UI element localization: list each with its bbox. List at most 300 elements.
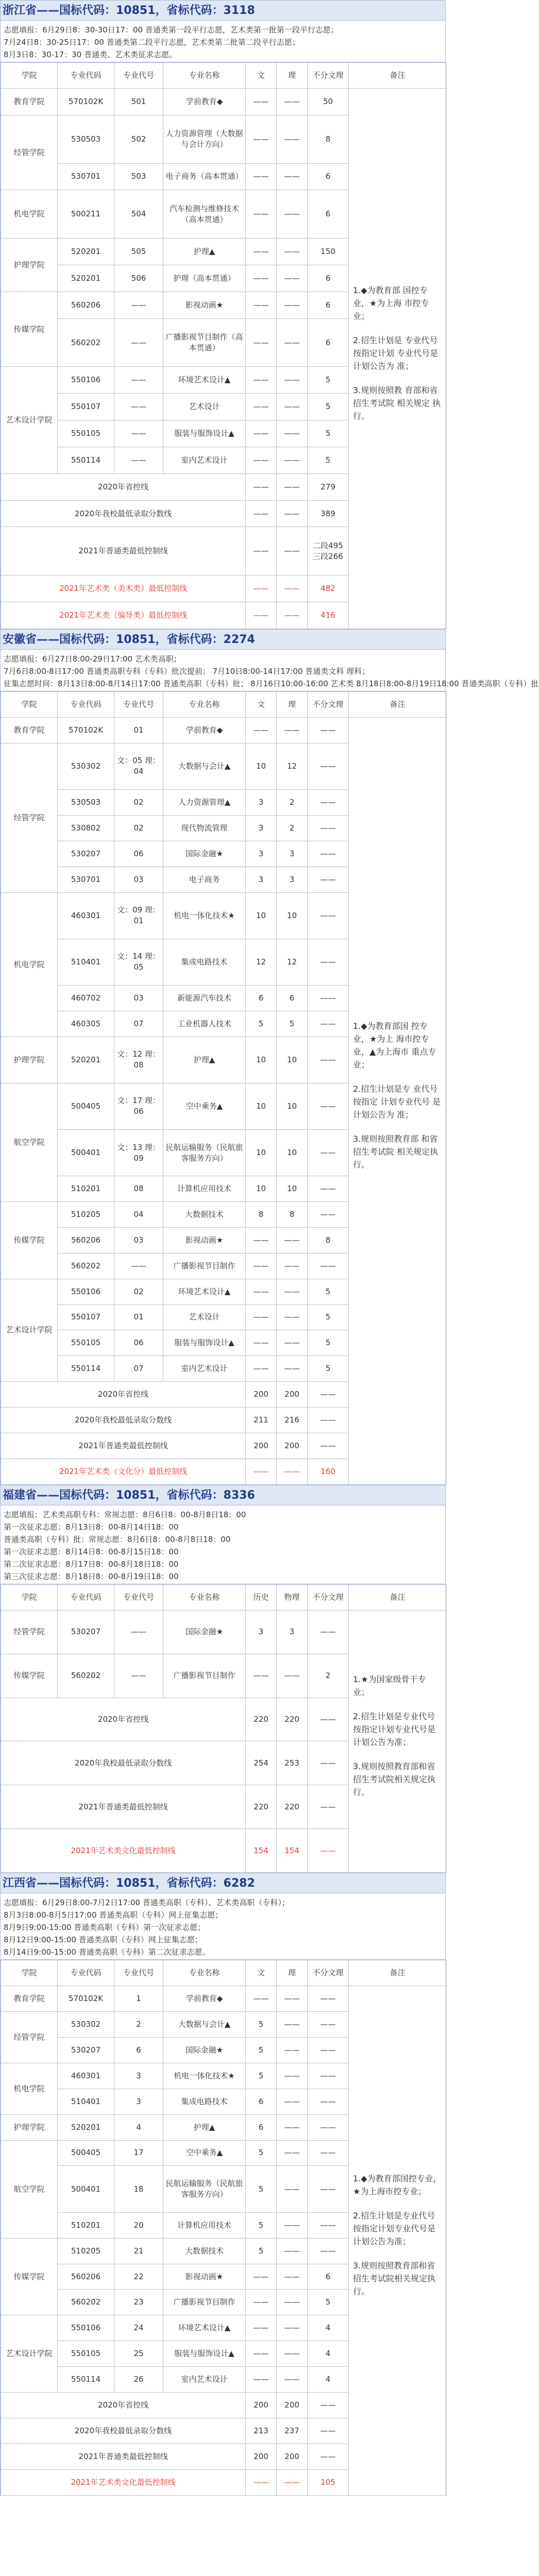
stats-label-cell: 2021年普通类最低控制线	[1, 1785, 246, 1829]
major-code-cell: 500401	[58, 2166, 114, 2212]
jiangxi-note: 8月14日9:00-15:00 普通类高职（专科）第二次征求志愿。	[4, 1947, 210, 1957]
quota-cell: 6	[308, 265, 349, 292]
major-code-cell: 530701	[58, 867, 114, 892]
stats-label-cell: 2020年省控线	[1, 1382, 246, 1408]
quota-cell: ——	[246, 2315, 277, 2341]
quota-cell: 5	[277, 1011, 308, 1037]
quota-cell: ——	[277, 1253, 308, 1279]
column-header: 专业代号	[114, 692, 163, 718]
major-code-cell: 460702	[58, 985, 114, 1011]
major-number-cell: 504	[114, 190, 163, 239]
stats-value-cell: 389	[308, 500, 349, 527]
stats-value-cell: 253	[277, 1741, 308, 1785]
quota-cell: ——	[246, 318, 277, 367]
anhui-table	[1, 691, 447, 1485]
quota-cell: 3	[277, 1611, 308, 1654]
major-number-cell: 文：12 理：08	[114, 1037, 163, 1083]
major-code-cell: 530503	[58, 115, 114, 163]
major-number-cell: 文：09 理：01	[114, 892, 163, 939]
quota-cell: 6	[308, 292, 349, 318]
college-cell: 传媒学院	[1, 2238, 58, 2315]
quota-cell: ——	[277, 115, 308, 163]
major-name-cell: 护理（高本贯通）	[163, 265, 246, 292]
major-number-cell: 文：05 理：04	[114, 743, 163, 789]
quota-cell: 3	[246, 1611, 277, 1654]
stats-value-cell: 200	[277, 2444, 308, 2470]
major-code-cell: 460301	[58, 2063, 114, 2089]
college-cell: 经管学院	[1, 115, 58, 190]
quota-cell: ——	[308, 2011, 349, 2037]
quota-cell: ——	[277, 2063, 308, 2089]
college-cell: 教育学院	[1, 1986, 58, 2012]
college-cell: 经管学院	[1, 743, 58, 892]
quota-cell: 10	[246, 892, 277, 939]
stats-value-cell: 482	[308, 575, 349, 602]
column-header: 理	[277, 692, 308, 718]
major-number-cell: 06	[114, 1330, 163, 1356]
column-header: 备注	[349, 1585, 447, 1611]
quota-cell: ——	[308, 939, 349, 985]
major-number-cell: 506	[114, 265, 163, 292]
major-code-cell: 560202	[58, 2290, 114, 2315]
major-code-cell: 550106	[58, 367, 114, 394]
quota-cell: ——	[246, 2264, 277, 2290]
major-number-cell: 501	[114, 89, 163, 115]
college-cell: 机电学院	[1, 190, 58, 239]
stats-value-cell: 105	[308, 2469, 349, 2495]
quota-cell: ——	[277, 190, 308, 239]
major-code-cell: 520201	[58, 1037, 114, 1083]
major-code-cell: 520201	[58, 2114, 114, 2140]
quota-cell: ——	[277, 2114, 308, 2140]
major-code-cell: 550105	[58, 2341, 114, 2367]
college-cell: 教育学院	[1, 89, 58, 115]
quota-cell: ——	[277, 2037, 308, 2063]
quota-cell: ——	[308, 2238, 349, 2264]
stats-label-cell: 2020年省控线	[1, 1698, 246, 1741]
major-number-cell: 22	[114, 2264, 163, 2290]
stats-label-cell: 2021年普通类最低控制线	[1, 527, 246, 575]
major-code-cell: 500401	[58, 1129, 114, 1176]
major-name-cell: 人力资源管理▲	[163, 790, 246, 816]
quota-cell: 2	[308, 1654, 349, 1698]
stats-label-cell: 2021年普通类最低控制线	[1, 1433, 246, 1459]
quota-cell: ——	[308, 1986, 349, 2012]
major-number-cell: ——	[114, 292, 163, 318]
major-number-cell: ——	[114, 394, 163, 420]
major-number-cell: 02	[114, 1279, 163, 1304]
quota-cell: ——	[246, 1356, 277, 1382]
quota-cell: 10	[246, 1129, 277, 1176]
quota-cell: ——	[277, 163, 308, 190]
quota-cell: 150	[308, 239, 349, 265]
stats-value-cell: ——	[308, 2444, 349, 2470]
fujian-note: 普通类高职（专科）批：常规志愿：8月6日8：00-8月8日18：00	[4, 1535, 231, 1544]
quota-cell: ——	[277, 1356, 308, 1382]
college-cell: 传媒学院	[1, 1202, 58, 1279]
major-number-cell: 3	[114, 2063, 163, 2089]
major-number-cell: 2	[114, 2011, 163, 2037]
major-number-cell: 01	[114, 718, 163, 743]
college-cell: 艺术设计学院	[1, 367, 58, 473]
major-number-cell: 502	[114, 115, 163, 163]
quota-cell: 6	[308, 318, 349, 367]
major-name-cell: 国际金融★	[163, 841, 246, 867]
major-code-cell: 530207	[58, 841, 114, 867]
quota-cell: ——	[308, 743, 349, 789]
major-name-cell: 国际金融★	[163, 2037, 246, 2063]
major-number-cell: 25	[114, 2341, 163, 2367]
major-name-cell: 国际金融★	[163, 1611, 246, 1654]
quota-cell: ——	[277, 718, 308, 743]
quota-cell: 5	[308, 420, 349, 447]
quota-cell: ——	[308, 892, 349, 939]
quota-cell: ——	[308, 1611, 349, 1654]
quota-cell: 3	[246, 867, 277, 892]
major-number-cell: 08	[114, 1176, 163, 1202]
major-code-cell: 520201	[58, 239, 114, 265]
anhui-note: 7月6日8:00-8日17:00 普通类高职专科（专科）批次提前； 7月10日8:00-14日17:00 普通类文科 理科；	[4, 667, 370, 676]
college-cell: 机电学院	[1, 2063, 58, 2114]
quota-cell: ——	[308, 2089, 349, 2114]
stats-value-cell: 216	[277, 1408, 308, 1433]
quota-cell: 5	[246, 2212, 277, 2238]
table-row	[1, 718, 447, 743]
major-number-cell: 文：14 理：05	[114, 939, 163, 985]
quota-cell: ——	[277, 89, 308, 115]
quota-cell: 2	[277, 815, 308, 841]
major-number-cell: 07	[114, 1011, 163, 1037]
stats-value-cell: 154	[277, 1829, 308, 1873]
stats-value-cell: 200	[277, 1382, 308, 1408]
quota-cell: ——	[277, 1654, 308, 1698]
stats-value-cell: ——	[246, 500, 277, 527]
column-header: 学院	[1, 692, 58, 718]
quota-cell: ——	[277, 2212, 308, 2238]
remark-text: 2.招生计划是专业代号按指定计划专业代号是计划公告为准；	[353, 1711, 436, 1747]
table-header-row	[1, 692, 447, 718]
major-name-cell: 计算机应用技术	[163, 1176, 246, 1202]
quota-cell: ——	[246, 420, 277, 447]
column-header: 文	[246, 1960, 277, 1986]
quota-cell: 6	[308, 190, 349, 239]
stats-label-cell: 2020年省控线	[1, 2393, 246, 2418]
major-name-cell: 艺术设计	[163, 394, 246, 420]
major-code-cell: 570102K	[58, 1986, 114, 2012]
quota-cell: 6	[308, 163, 349, 190]
major-code-cell: 550105	[58, 1330, 114, 1356]
major-code-cell: 530302	[58, 2011, 114, 2037]
stats-value-cell: ——	[308, 1698, 349, 1741]
major-code-cell: 520201	[58, 265, 114, 292]
college-cell: 经管学院	[1, 2011, 58, 2063]
major-code-cell: 560206	[58, 1227, 114, 1253]
stats-label-cell: 2021年艺术类（文化分）最低控制线	[1, 1459, 246, 1484]
quota-cell: 10	[277, 1176, 308, 1202]
stats-value-cell: ——	[246, 602, 277, 629]
stats-value-cell: 200	[246, 1433, 277, 1459]
quota-cell: ——	[308, 2114, 349, 2140]
quota-cell: 8	[308, 1227, 349, 1253]
quota-cell: 6	[246, 985, 277, 1011]
major-name-cell: 护理▲	[163, 1037, 246, 1083]
quota-cell: ——	[277, 1304, 308, 1330]
stats-value-cell: ——	[308, 1785, 349, 1829]
quota-cell: ——	[308, 1129, 349, 1176]
quota-cell: ——	[246, 1986, 277, 2012]
college-cell: 护理学院	[1, 1037, 58, 1083]
stats-label-cell: 2021年艺术类文化最低控制线	[1, 2469, 246, 2495]
major-code-cell: 530207	[58, 2037, 114, 2063]
major-number-cell: 06	[114, 841, 163, 867]
major-number-cell: 6	[114, 2037, 163, 2063]
quota-cell: 5	[246, 2166, 277, 2212]
major-name-cell: 空中乘务▲	[163, 1083, 246, 1129]
stats-value-cell: ——	[246, 575, 277, 602]
column-header: 专业名称	[163, 692, 246, 718]
quota-cell: ——	[246, 1304, 277, 1330]
stats-value-cell: 二段495 三段266	[308, 527, 349, 575]
quota-cell: ——	[308, 2166, 349, 2212]
column-header: 备注	[349, 692, 447, 718]
quota-cell: ——	[246, 2290, 277, 2315]
quota-cell: 8	[277, 1202, 308, 1228]
stats-value-cell: 200	[246, 2444, 277, 2470]
column-header: 备注	[349, 63, 447, 89]
column-header: 不分文理	[308, 63, 349, 89]
major-name-cell: 影视动画★	[163, 1227, 246, 1253]
stats-value-cell: 200	[277, 2393, 308, 2418]
quota-cell: 10	[277, 1083, 308, 1129]
table-header-row	[1, 63, 447, 89]
quota-cell: ——	[246, 718, 277, 743]
major-number-cell: 24	[114, 2315, 163, 2341]
stats-value-cell: ——	[277, 2469, 308, 2495]
major-number-cell: 23	[114, 2290, 163, 2315]
quota-cell: ——	[246, 2367, 277, 2393]
major-number-cell: 17	[114, 2140, 163, 2166]
remarks-cell	[349, 1986, 447, 2496]
major-number-cell: 02	[114, 815, 163, 841]
column-header: 备注	[349, 1960, 447, 1986]
quota-cell: ——	[246, 292, 277, 318]
major-number-cell: 04	[114, 1202, 163, 1228]
quota-cell: 12	[277, 743, 308, 789]
quota-cell: ——	[246, 1330, 277, 1356]
zhejiang-notes	[1, 21, 445, 62]
quota-cell: 5	[308, 2290, 349, 2315]
jiangxi-note: 8月3日8:00-8月5日17:00 普通类高职（专科）网上征集志愿；	[4, 1910, 223, 1920]
jiangxi-section	[0, 1873, 446, 2496]
major-number-cell: ——	[114, 1654, 163, 1698]
major-name-cell: 护理▲	[163, 239, 246, 265]
quota-cell: ——	[308, 1011, 349, 1037]
major-name-cell: 影视动画★	[163, 292, 246, 318]
major-code-cell: 530302	[58, 743, 114, 789]
quota-cell: 12	[277, 939, 308, 985]
zhejiang-note: 志愿填报：6月29日8：30-30日17：00 普通类第一段平行志愿，艺术类第一批第一段平行志愿；	[4, 25, 339, 35]
stats-label-cell: 2020年我校最低录取分数线	[1, 1741, 246, 1785]
stats-label-cell: 2021年普通类最低控制线	[1, 2444, 246, 2470]
stats-value-cell: 200	[246, 2393, 277, 2418]
college-cell: 航空学院	[1, 1083, 58, 1201]
major-number-cell: 20	[114, 2212, 163, 2238]
fujian-note: 第一次征求志愿：8月13日8：00-8月14日18：00	[4, 1522, 179, 1532]
quota-cell: ——	[308, 1083, 349, 1129]
quota-cell: 5	[308, 1356, 349, 1382]
major-name-cell: 集成电路技术	[163, 2089, 246, 2114]
jiangxi-table	[1, 1960, 447, 2496]
jiangxi-title: 江西省——国标代码：10851，省标代码：6282	[1, 1873, 445, 1893]
major-name-cell: 学前教育◆	[163, 89, 246, 115]
major-name-cell: 服装与服饰设计▲	[163, 420, 246, 447]
major-name-cell: 大数据与会计▲	[163, 743, 246, 789]
major-number-cell: 21	[114, 2238, 163, 2264]
quota-cell: ——	[246, 367, 277, 394]
column-header: 历史	[246, 1585, 277, 1611]
stats-value-cell: ——	[277, 473, 308, 500]
major-name-cell: 广播影视节目制作	[163, 1253, 246, 1279]
quota-cell: ——	[308, 1253, 349, 1279]
table-row	[1, 1986, 447, 2012]
quota-cell: ——	[246, 239, 277, 265]
major-name-cell: 新能源汽车技术	[163, 985, 246, 1011]
remark-text: 3.规则按照教 育部和省 招生考试院 相关规定 执行。	[353, 385, 441, 421]
major-name-cell: 广播影视节目制作	[163, 2290, 246, 2315]
major-name-cell: 学前教育◆	[163, 718, 246, 743]
column-header: 学院	[1, 1585, 58, 1611]
major-code-cell: 530701	[58, 163, 114, 190]
major-code-cell: 500405	[58, 1083, 114, 1129]
stats-label-cell: 2021年艺术类文化最低控制线	[1, 1829, 246, 1873]
college-cell: 经管学院	[1, 1611, 58, 1654]
major-number-cell: 01	[114, 1304, 163, 1330]
quota-cell: 2	[277, 790, 308, 816]
remark-text: 1.◆为教育部 国控专业，★为上海 市控专业；	[353, 285, 429, 321]
remark-text: 3.规则按照教育部和省招生考试院相关规定执行。	[353, 2261, 436, 2296]
college-cell: 机电学院	[1, 892, 58, 1037]
stats-value-cell: 220	[246, 1785, 277, 1829]
college-cell: 教育学院	[1, 718, 58, 743]
quota-cell: 5	[308, 1304, 349, 1330]
major-name-cell: 集成电路技术	[163, 939, 246, 985]
stats-label-cell: 2021年艺术类（编导类）最低控制线	[1, 602, 246, 629]
quota-cell: 10	[277, 892, 308, 939]
quota-cell: ——	[277, 2238, 308, 2264]
stats-value-cell: ——	[246, 1459, 277, 1484]
quota-cell: ——	[277, 239, 308, 265]
quota-cell: ——	[246, 89, 277, 115]
stats-value-cell: ——	[277, 527, 308, 575]
major-name-cell: 大数据技术	[163, 2238, 246, 2264]
zhejiang-note: 8月3日8：30-17：30 普通类、艺术类征求志愿。	[4, 50, 177, 59]
quota-cell: ——	[246, 163, 277, 190]
major-name-cell: 学前教育◆	[163, 1986, 246, 2012]
quota-cell: 3	[246, 790, 277, 816]
stats-value-cell: 220	[277, 1785, 308, 1829]
stats-value-cell: 160	[308, 1459, 349, 1484]
quota-cell: ——	[308, 1176, 349, 1202]
major-name-cell: 机电一体化技术★	[163, 2063, 246, 2089]
fujian-notes	[1, 1505, 445, 1584]
major-name-cell: 电子商务	[163, 867, 246, 892]
quota-cell: ——	[277, 367, 308, 394]
quota-cell: ——	[277, 1279, 308, 1304]
stats-value-cell: ——	[277, 1459, 308, 1484]
major-code-cell: 510201	[58, 2212, 114, 2238]
stats-value-cell: ——	[277, 500, 308, 527]
stats-value-cell: 200	[277, 1433, 308, 1459]
quota-cell: 4	[308, 2315, 349, 2341]
column-header: 专业名称	[163, 1585, 246, 1611]
major-number-cell: 26	[114, 2367, 163, 2393]
quota-cell: 12	[246, 939, 277, 985]
stats-value-cell: ——	[277, 602, 308, 629]
stats-value-cell: 416	[308, 602, 349, 629]
jiangxi-note: 志愿填报：6月29日8:00-7月2日17:00 普通类高职（专科）、艺术类高职（专科）；	[4, 1898, 290, 1907]
zhejiang-note: 7月24日8：30-25日17：00 普通类第二段平行志愿，艺术类第二批第二段平行志愿；	[4, 38, 300, 47]
stats-value-cell: ——	[246, 2469, 277, 2495]
major-code-cell: 510401	[58, 2089, 114, 2114]
major-number-cell: ——	[114, 1253, 163, 1279]
quota-cell: ——	[246, 1227, 277, 1253]
anhui-note: 志愿填报：6月27日8:00-29日17:00 艺术类高职；	[4, 654, 181, 664]
quota-cell: ——	[308, 2063, 349, 2089]
major-name-cell: 民航运输服务（民航旅客服务方向）	[163, 1129, 246, 1176]
column-header: 专业代码	[58, 692, 114, 718]
major-number-cell: 3	[114, 2089, 163, 2114]
college-cell: 传媒学院	[1, 292, 58, 367]
major-number-cell: 03	[114, 867, 163, 892]
major-code-cell: 530207	[58, 1611, 114, 1654]
table-header-row	[1, 1960, 447, 1986]
quota-cell: ——	[277, 2315, 308, 2341]
stats-value-cell: 213	[246, 2418, 277, 2444]
major-code-cell: 500211	[58, 190, 114, 239]
stats-value-cell: ——	[308, 2418, 349, 2444]
column-header: 专业代号	[114, 1960, 163, 1986]
table-row	[1, 1611, 447, 1654]
stats-value-cell: ——	[308, 1382, 349, 1408]
fujian-title: 福建省——国标代码：10851，省标代码：8336	[1, 1485, 445, 1505]
quota-cell: ——	[277, 447, 308, 473]
fujian-section	[0, 1485, 446, 1873]
quota-cell: 5	[246, 2140, 277, 2166]
stats-value-cell: ——	[246, 527, 277, 575]
major-name-cell: 室内艺术设计	[163, 2367, 246, 2393]
zhejiang-table	[1, 62, 447, 629]
major-code-cell: 510401	[58, 939, 114, 985]
table-row	[1, 89, 447, 115]
major-name-cell: 计算机应用技术	[163, 2212, 246, 2238]
stats-value-cell: ——	[277, 575, 308, 602]
remarks-cell	[349, 89, 447, 629]
major-code-cell: 550114	[58, 1356, 114, 1382]
quota-cell: 5	[246, 1011, 277, 1037]
quota-cell: 5	[308, 1279, 349, 1304]
major-number-cell: ——	[114, 447, 163, 473]
major-name-cell: 室内艺术设计	[163, 1356, 246, 1382]
major-name-cell: 民航运输服务（民航旅客服务方向）	[163, 2166, 246, 2212]
quota-cell: ——	[308, 985, 349, 1011]
quota-cell: ——	[308, 2037, 349, 2063]
quota-cell: ——	[308, 815, 349, 841]
quota-cell: ——	[308, 867, 349, 892]
major-code-cell: 560206	[58, 292, 114, 318]
quota-cell: ——	[277, 2011, 308, 2037]
major-name-cell: 护理▲	[163, 2114, 246, 2140]
major-code-cell: 530802	[58, 815, 114, 841]
